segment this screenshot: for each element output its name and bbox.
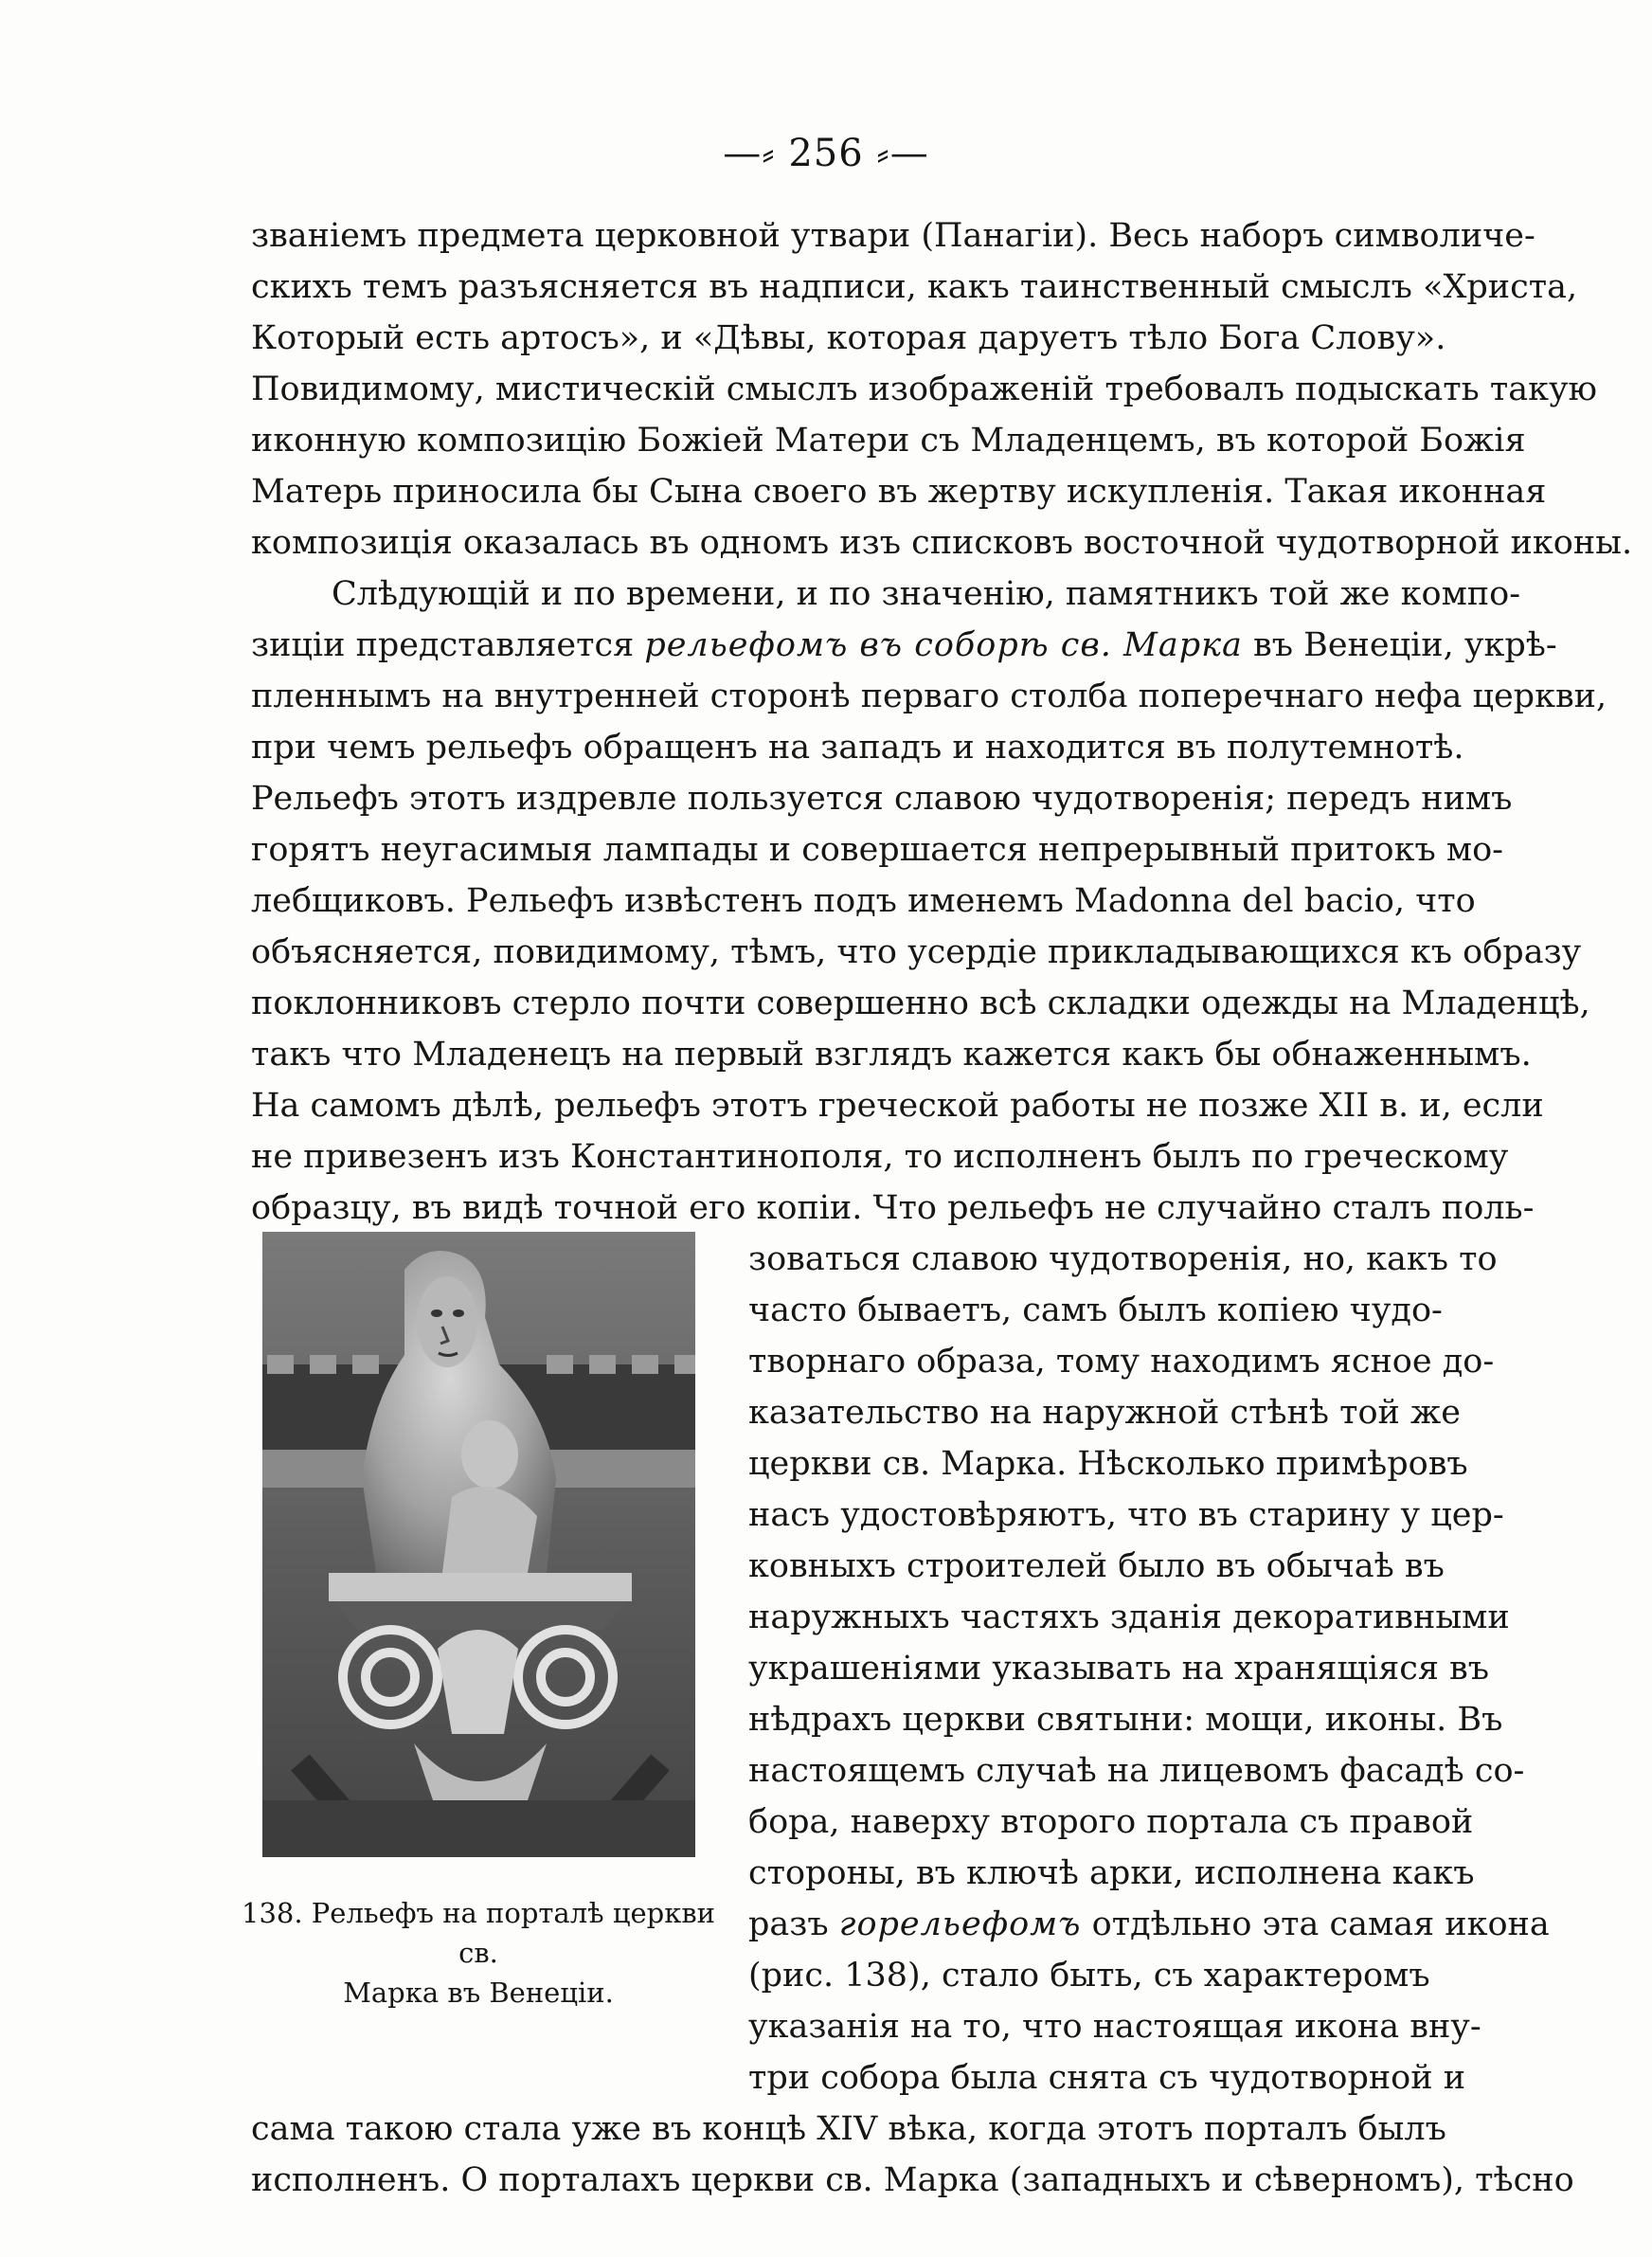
body-line: часто бываетъ, самъ былъ копіею чудо- <box>748 1291 1443 1329</box>
body-line: насъ удостовѣряютъ, что въ старину у цер- <box>748 1496 1504 1534</box>
body-line: три собора была снята съ чудотворной и <box>748 2059 1466 2097</box>
body-line: Повидимому, мистическій смыслъ изображеній требовалъ подыскать такую <box>251 370 1598 408</box>
body-line: лебщиковъ. Рельефъ извѣстенъ подъ именемъ Madonna del bacio, что <box>251 882 1476 920</box>
caption-line: Марка въ Венеціи. <box>343 1977 614 2009</box>
body-line: званіемъ предмета церковной утвари (Панагіи). Весь наборъ символиче- <box>251 217 1535 255</box>
body-line: иконную композицію Божіей Матери съ Младенцемъ, въ которой Божія <box>251 422 1526 460</box>
body-line: На самомъ дѣлѣ, рельефъ этотъ греческой работы не позже XII в. и, если <box>251 1087 1544 1125</box>
body-line: казательство на наружной стѣнѣ той же <box>748 1394 1461 1432</box>
text-run: зиціи представляется <box>251 626 645 664</box>
body-line: композиція оказалась въ одномъ изъ списковъ восточной чудотворной иконы. <box>251 524 1633 562</box>
text-run: отдѣльно эта самая икона <box>1081 1905 1550 1943</box>
italic-term: горельефомъ <box>838 1905 1082 1943</box>
body-line: такъ что Младенецъ на первый взглядъ кажется какъ бы обнаженнымъ. <box>251 1036 1532 1074</box>
body-line: объясняется, повидимому, тѣмъ, что усердіе прикладывающихся къ образу <box>251 933 1582 971</box>
body-line: поклонниковъ стерло почти совершенно всѣ складки одежды на Младенцѣ, <box>251 984 1590 1022</box>
body-line: скихъ темъ разъясняется въ надписи, какъ таинственный смыслъ «Христа, <box>251 268 1578 306</box>
body-line: наружныхъ частяхъ зданія декоративными <box>748 1598 1510 1636</box>
body-line: при чемъ рельефъ обращенъ на западъ и находится въ полутемнотѣ. <box>251 729 1464 767</box>
body-line: Матерь приносила бы Сына своего въ жертву искупленія. Такая иконная <box>251 473 1547 511</box>
body-line: настоящемъ случаѣ на лицевомъ фасадѣ со- <box>748 1752 1525 1790</box>
italic-term: рельефомъ въ соборѣ св. Марка <box>644 626 1243 664</box>
text-run: въ Венеціи, укрѣ- <box>1242 626 1557 664</box>
text-run: разъ <box>748 1905 839 1943</box>
body-line: зоваться славою чудотворенія, но, какъ то <box>748 1240 1498 1278</box>
page-number: —⸗ 256 ⸗— <box>723 132 929 175</box>
body-line: сама такою стала уже въ концѣ XIV вѣка, когда этотъ порталъ былъ <box>251 2110 1446 2148</box>
body-line: церкви св. Марка. Нѣсколько примѣровъ <box>748 1445 1468 1483</box>
body-line: Рельефъ этотъ издревле пользуется славою чудотворенія; передъ нимъ <box>251 780 1513 818</box>
body-line: Слѣдующій и по времени, и по значенію, памятникъ той же компо- <box>332 575 1521 613</box>
body-line: горятъ неугасимыя лампады и совершается непрерывный притокъ мо- <box>251 831 1503 869</box>
body-line-with-italic <box>748 1899 1550 1950</box>
caption-line: 138. Рельефъ на порталѣ церкви св. <box>242 1897 716 1969</box>
body-line: не привезенъ изъ Константинополя, то исполненъ былъ по греческому <box>251 1138 1509 1176</box>
body-line: (рис. 138), стало быть, съ характеромъ <box>748 1957 1430 1995</box>
body-line: нѣдрахъ церкви святыни: мощи, иконы. Въ <box>748 1701 1503 1739</box>
body-line: Который есть артосъ», и «Дѣвы, которая даруетъ тѣло Бога Слову». <box>251 319 1446 357</box>
figure-caption <box>242 1893 715 2013</box>
relief-photograph <box>262 1232 695 1857</box>
body-line: исполненъ. О порталахъ церкви св. Марка (западныхъ и сѣверномъ), тѣсно <box>251 2161 1574 2199</box>
body-line: указанія на то, что настоящая икона вну- <box>748 2008 1481 2046</box>
body-line: украшеніями указывать на хранящіяся въ <box>748 1650 1489 1688</box>
body-line: стороны, въ ключѣ арки, исполнена какъ <box>748 1854 1475 1892</box>
body-line-with-italic <box>251 620 1557 671</box>
body-line: пленнымъ на внутренней сторонѣ перваго столба поперечнаго нефа церкви, <box>251 677 1607 715</box>
body-line: бора, наверху второго портала съ правой <box>748 1803 1474 1841</box>
body-line: творнаго образа, тому находимъ ясное до- <box>748 1343 1495 1381</box>
body-line: ковныхъ строителей было въ обычаѣ въ <box>748 1547 1445 1585</box>
body-line: образцу, въ видѣ точной его копіи. Что рельефъ не случайно сталъ поль- <box>251 1189 1535 1227</box>
